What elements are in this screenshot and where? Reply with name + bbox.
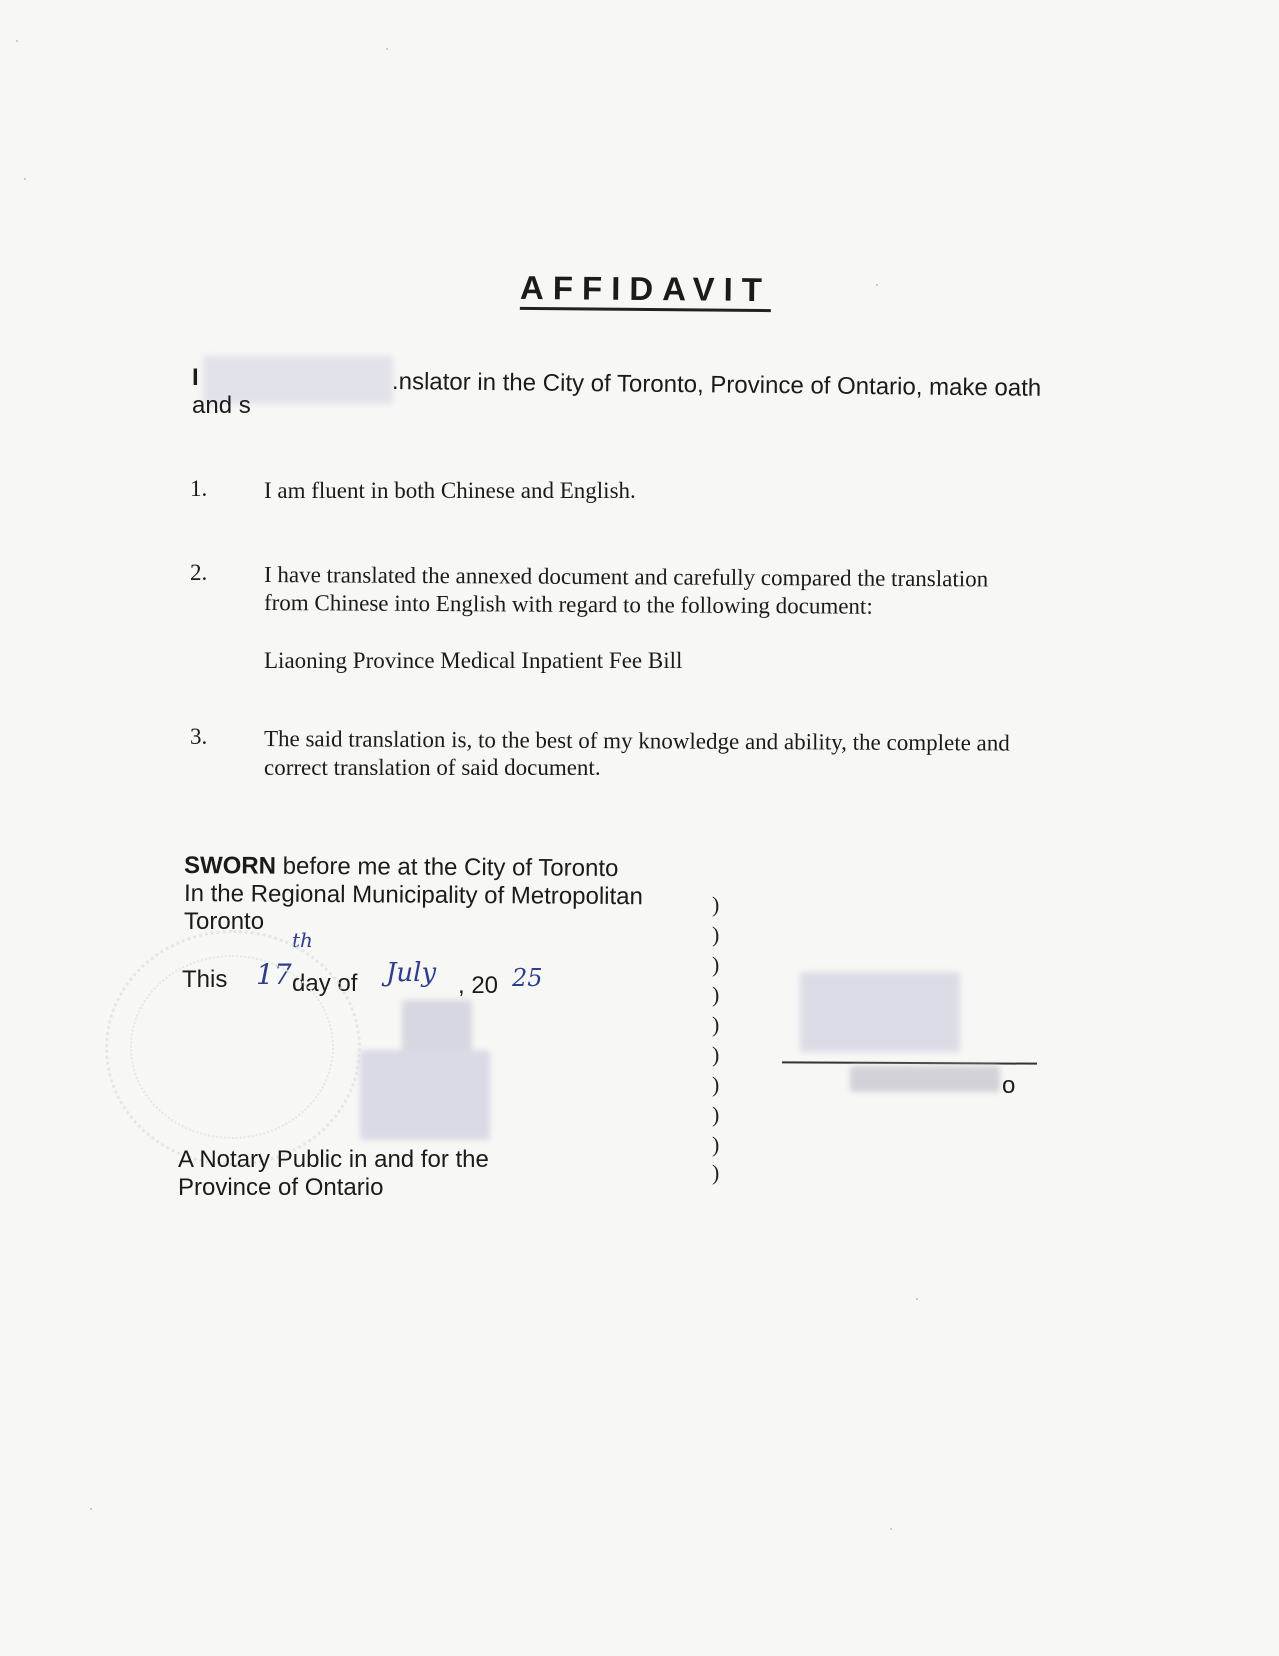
day-of-label: day of: [292, 970, 358, 997]
item-text-line2: from Chinese into English with regard to the following document:: [263, 590, 873, 619]
jurat-line1: [184, 852, 619, 883]
sworn-label: SWORN: [183, 852, 277, 880]
notary-line2: Province of Ontario: [178, 1174, 384, 1201]
scan-speck: [916, 1298, 918, 1300]
scan-speck: [386, 48, 388, 50]
bracket: ): [712, 1072, 720, 1097]
redacted-deponent-name: [850, 1066, 1000, 1092]
signature-line: [782, 1061, 1037, 1064]
scan-speck: [16, 40, 18, 42]
item-number: 2.: [190, 560, 208, 585]
redacted-notary-signature-block: [360, 1050, 490, 1140]
item-number: 1.: [190, 476, 208, 501]
handwritten-month: July: [386, 958, 437, 988]
bracket: ): [712, 952, 720, 977]
jurat-line3: Toronto: [184, 908, 265, 935]
bracket: ): [712, 1102, 720, 1127]
intro-start: I: [192, 364, 199, 391]
this-label: This: [182, 966, 228, 993]
scan-speck: [890, 1528, 892, 1530]
item-text-line1: The said translation is, to the best of my knowledge and ability, the complete and: [263, 726, 1010, 756]
notary-seal-inner: [130, 955, 334, 1139]
item-text-line2: correct translation of said document.: [264, 755, 601, 780]
bracket: ): [712, 1160, 720, 1185]
handwritten-day-suffix: th: [292, 928, 313, 952]
scan-speck: [90, 1508, 92, 1510]
year-prefix: , 20: [458, 972, 499, 999]
signature-name-suffix: o: [1002, 1072, 1016, 1099]
notary-line1: A Notary Public in and for the: [178, 1146, 489, 1173]
intro-line1: .nslator in the City of Toronto, Province of Ontario, make oath: [391, 368, 1042, 402]
redacted-deponent-signature: [800, 972, 960, 1052]
bracket: ): [712, 1012, 720, 1037]
scan-speck: [876, 284, 878, 286]
item-text: I am fluent in both Chinese and English.: [264, 478, 636, 503]
document-name: Liaoning Province Medical Inpatient Fee Bill: [264, 648, 683, 673]
bracket: ): [712, 982, 720, 1007]
jurat-line2: In the Regional Municipality of Metropolitan: [183, 880, 644, 911]
item-number: 3.: [190, 724, 208, 749]
handwritten-day: 17: [256, 958, 292, 991]
bracket: ): [712, 1132, 720, 1157]
affidavit-title: AFFIDAVIT: [520, 269, 771, 312]
scan-speck: [24, 178, 26, 180]
bracket: ): [712, 922, 720, 947]
intro-line2: and s: [192, 392, 251, 419]
jurat-line1-rest: before me at the City of Toronto: [282, 852, 619, 883]
bracket: ): [712, 892, 720, 917]
item-text-line1: I have translated the annexed document and carefully compared the translation: [263, 562, 989, 592]
bracket: ): [712, 1042, 720, 1067]
handwritten-year: 25: [512, 964, 543, 992]
